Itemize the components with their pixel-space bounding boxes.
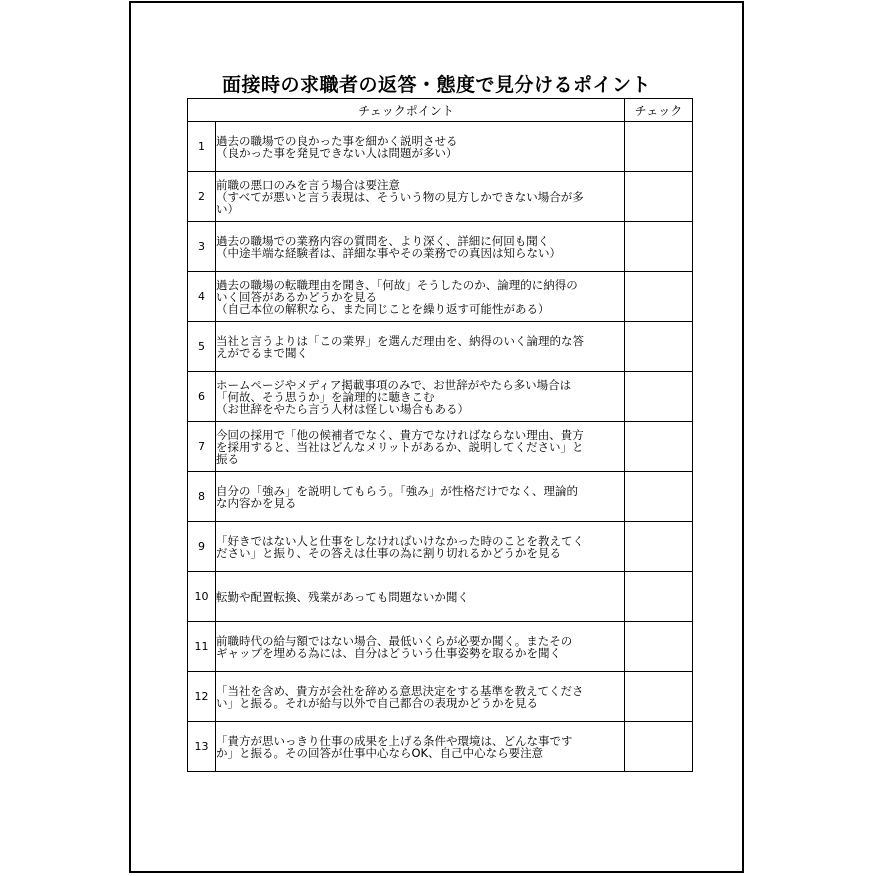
table-row <box>188 322 693 372</box>
row-number: 4 <box>188 272 216 322</box>
checkpoint-text <box>216 122 625 172</box>
checkpoint-line: 「好きではない人と仕事をしなければいけなかった時のことを教えてく <box>216 534 584 547</box>
checkpoint-line: 自分の「強み」を説明してもらう。「強み」が性格だけでなく、理論的 <box>216 484 579 497</box>
checkpoint-line: （良かった事を発見できない人は問題が多い） <box>216 146 458 159</box>
checkpoint-text <box>216 472 625 522</box>
column-header-check: チェック <box>625 99 693 122</box>
checkpoint-text <box>216 422 625 472</box>
row-number: 9 <box>188 522 216 572</box>
checklist-table <box>187 98 693 772</box>
checkpoint-line: 過去の職場での業務内容の質問を、より深く、詳細に何回も聞く <box>216 234 550 247</box>
checkpoint-line: 過去の職場の転職理由を聞き、「何故」そうしたのか、論理的に納得の <box>216 278 578 291</box>
checkpoint-text <box>216 272 625 322</box>
checkpoint-line: 「当社を含め、貴方が会社を辞める意思決定をする基準を教えてくださ <box>216 684 584 697</box>
table-header-row <box>188 99 693 122</box>
page-title: 面接時の求職者の返答・態度で見分けるポイント <box>221 74 651 96</box>
check-cell[interactable] <box>625 272 693 322</box>
checkpoint-line: な内容かを見る <box>216 496 297 509</box>
checkpoint-text <box>216 222 625 272</box>
row-number: 12 <box>188 672 216 722</box>
table-row <box>188 272 693 322</box>
check-cell[interactable] <box>625 422 693 472</box>
check-cell[interactable] <box>625 722 693 772</box>
check-cell[interactable] <box>625 622 693 672</box>
checkpoint-line: （中途半端な経験者は、詳細な事やその業務での真因は知らない） <box>216 246 561 259</box>
checklist-body <box>188 122 693 772</box>
checkpoint-line: 振る <box>216 452 239 465</box>
column-header-checkpoint: チェックポイント <box>188 99 625 122</box>
checkpoint-line: 「貴方が思いっきり仕事の成果を上げる条件や環境は、どんな事です <box>216 734 573 747</box>
table-row <box>188 172 693 222</box>
table-row <box>188 672 693 722</box>
document-page <box>129 1 744 873</box>
checkpoint-line: ギャップを埋める為には、自分はどういう仕事姿勢を取るかを聞く <box>216 646 561 659</box>
checkpoint-line: えがでるまで聞く <box>216 346 308 359</box>
table-row <box>188 122 693 172</box>
checkpoint-line: （自己本位の解釈なら、また同じことを繰り返す可能性がある） <box>216 302 550 315</box>
checkpoint-line: 前職の悪口のみを言う場合は要注意 <box>216 178 400 191</box>
checkpoint-text <box>216 322 625 372</box>
table-row <box>188 622 693 672</box>
checkpoint-text <box>216 622 625 672</box>
table-row <box>188 572 693 622</box>
check-cell[interactable] <box>625 122 693 172</box>
table-row <box>188 522 693 572</box>
table-row <box>188 422 693 472</box>
checkpoint-line: 前職時代の給与額ではない場合、最低いくらが必要か聞く。またその <box>216 634 573 647</box>
checkpoint-line: を採用すると、当社はどんなメリットがあるか、説明してください」と <box>216 440 584 453</box>
checkpoint-line: い） <box>216 202 239 215</box>
row-number: 10 <box>188 572 216 622</box>
row-number: 13 <box>188 722 216 772</box>
checkpoint-line: い」と振る。それが給与以外で自己都合の表現かどうかを見る <box>216 696 538 709</box>
checkpoint-text <box>216 522 625 572</box>
checkpoint-line: （お世辞をやたら言う人材は怪しい場合もある） <box>216 402 469 415</box>
checkpoint-line: 「何故、そう思うか」を論理的に聴きこむ <box>216 390 435 403</box>
row-number: 2 <box>188 172 216 222</box>
table-row <box>188 472 693 522</box>
checkpoint-line: 当社と言うよりは「この業界」を選んだ理由を、納得のいく論理的な答 <box>216 334 584 347</box>
checkpoint-text <box>216 372 625 422</box>
check-cell[interactable] <box>625 222 693 272</box>
checkpoint-text <box>216 172 625 222</box>
check-cell[interactable] <box>625 172 693 222</box>
checkpoint-line: ホームページやメディア掲載事項のみで、お世辞がやたら多い場合は <box>216 378 572 391</box>
checkpoint-text <box>216 722 625 772</box>
row-number: 11 <box>188 622 216 672</box>
checkpoint-line: 今回の採用で「他の候補者でなく、貴方でなければならない理由、貴方 <box>216 428 584 441</box>
check-cell[interactable] <box>625 322 693 372</box>
checkpoint-text <box>216 672 625 722</box>
row-number: 3 <box>188 222 216 272</box>
row-number: 5 <box>188 322 216 372</box>
row-number: 6 <box>188 372 216 422</box>
table-row <box>188 372 693 422</box>
checkpoint-text <box>216 572 625 622</box>
checkpoint-line: 過去の職場での良かった事を細かく説明させる <box>216 134 458 147</box>
check-cell[interactable] <box>625 472 693 522</box>
check-cell[interactable] <box>625 672 693 722</box>
table-row <box>188 722 693 772</box>
checkpoint-line: ださい」と振り、その答えは仕事の為に割り切れるかどうかを見る <box>216 546 561 559</box>
check-cell[interactable] <box>625 372 693 422</box>
table-row <box>188 222 693 272</box>
checkpoint-line: （すべてが悪いと言う表現は、そういう物の見方しかできない場合が多 <box>216 190 584 203</box>
check-cell[interactable] <box>625 522 693 572</box>
row-number: 8 <box>188 472 216 522</box>
check-cell[interactable] <box>625 572 693 622</box>
row-number: 7 <box>188 422 216 472</box>
checkpoint-line: 転勤や配置転換、残業があっても問題ないか聞く <box>216 590 469 603</box>
row-number: 1 <box>188 122 216 172</box>
checkpoint-line: か」と振る。その回答が仕事中心ならOK、自己中心なら要注意 <box>216 746 544 759</box>
checkpoint-line: いく回答があるかどうかを見る <box>216 290 377 303</box>
